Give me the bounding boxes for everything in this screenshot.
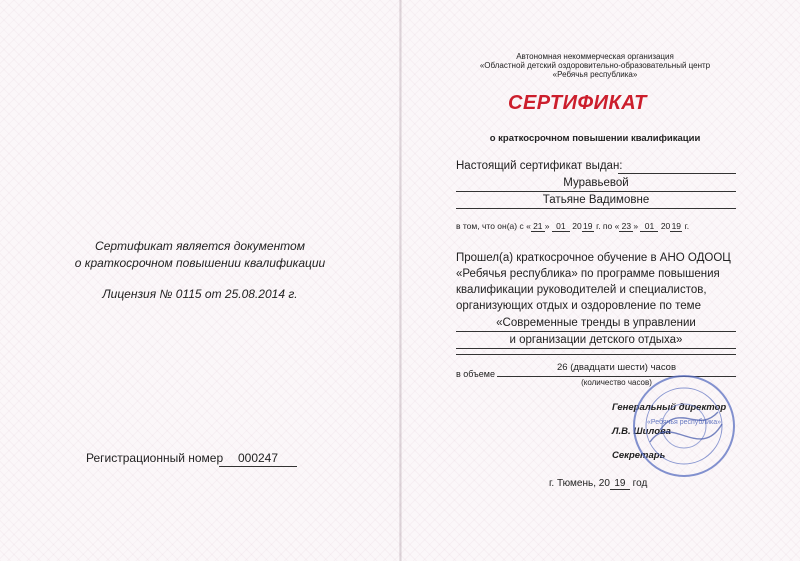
issue-year: 19	[610, 478, 630, 490]
secretary-label: Секретарь	[612, 450, 666, 461]
body-line2: «Ребячья республика» по программе повышения	[456, 268, 720, 280]
body-line3: квалификации руководителей и специалистов,	[456, 284, 707, 296]
issued-line	[618, 173, 736, 174]
training-period: в том, что он(а) с « 21 » 01 2019 г. по « 23 » 01 2019 г.	[456, 221, 690, 231]
theme-line2-rule	[456, 348, 736, 349]
volume-caption: (количество часов)	[581, 378, 652, 387]
signature-stroke	[650, 412, 722, 442]
certificate-title: СЕРТИФИКАТ	[508, 92, 647, 114]
theme-line3-rule	[456, 354, 736, 355]
director-name: Л.В. Шилова	[612, 426, 671, 437]
org-line2: «Областной детский оздоровительно-образовательный центр	[479, 61, 711, 70]
reg-number-value: 000247	[219, 451, 297, 467]
to-day: 23	[619, 221, 633, 232]
from-year: 19	[583, 221, 593, 231]
organization-stamp	[630, 372, 738, 480]
body-line4: организующих отдых и оздоровление по теме	[456, 300, 701, 312]
from-day: 21	[531, 221, 545, 232]
from-month: 01	[552, 221, 570, 232]
license-text: Лицензия № 0115 от 25.08.2014 г.	[102, 287, 298, 301]
left-statement-line2: о краткосрочном повышении квалификации	[74, 256, 326, 270]
reg-number-label: Регистрационный номер	[86, 451, 224, 465]
to-month: 01	[640, 221, 658, 232]
theme-line2: и организации детского отдыха»	[509, 334, 683, 346]
org-line3: «Ребячья республика»	[552, 70, 638, 79]
recipient-name: Татьяне Вадимовне	[542, 194, 650, 206]
recipient-surname: Муравьевой	[563, 177, 629, 189]
date-line: г. Тюмень, 20 19 год	[549, 478, 648, 489]
page-fold	[399, 0, 402, 561]
certificate-subtitle: о краткосрочном повышении квалификации	[489, 133, 701, 144]
theme-line1-rule	[456, 331, 736, 332]
to-year: 19	[671, 221, 682, 231]
surname-line	[456, 191, 736, 192]
volume-label: в объеме	[456, 369, 495, 379]
org-line1: Автономная некоммерческая организация	[516, 52, 674, 61]
issued-label: Настоящий сертификат выдан:	[456, 160, 623, 172]
director-title: Генеральный директор	[612, 402, 727, 413]
left-statement-line1: Сертификат является документом	[95, 239, 305, 253]
volume-value: 26 (двадцати шести) часов	[556, 362, 677, 373]
stamp-text: «Ребячья республика»	[646, 419, 722, 426]
name-line	[456, 208, 736, 209]
body-line1: Прошел(а) краткосрочное обучение в АНО ОДООЦ	[456, 252, 731, 264]
theme-line1: «Современные тренды в управлении	[496, 317, 696, 329]
